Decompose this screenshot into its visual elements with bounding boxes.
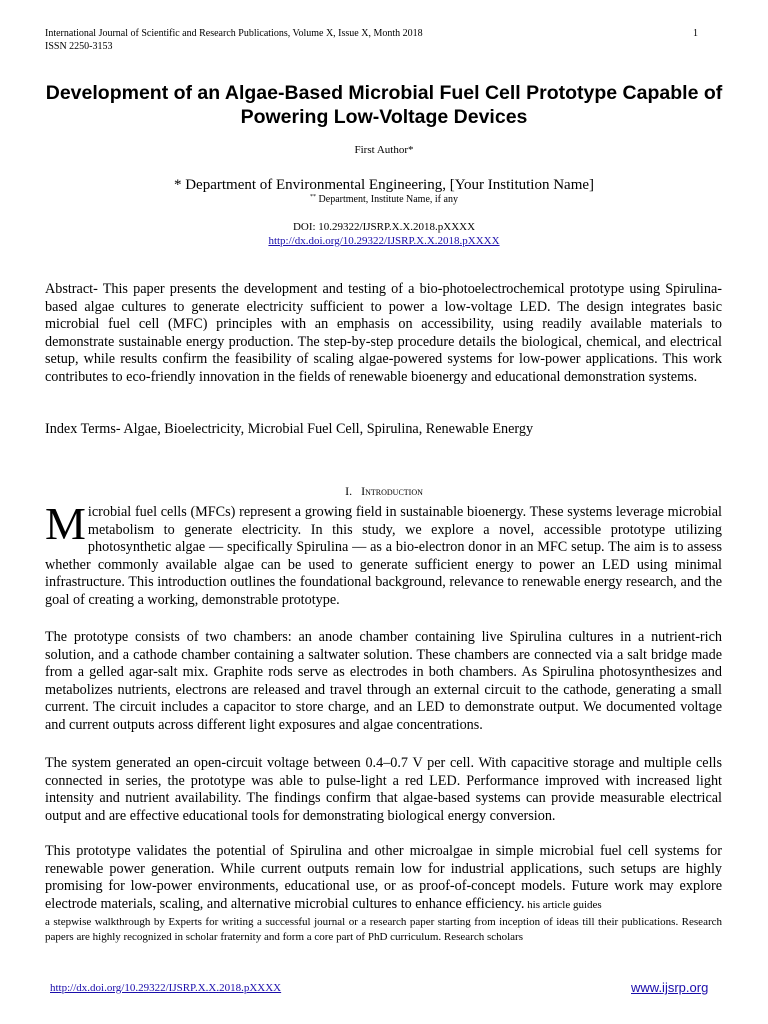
footer-doi	[50, 982, 281, 995]
intro-paragraph-4	[45, 843, 722, 913]
affiliation-secondary-text: Department, Institute Name, if any	[316, 194, 458, 205]
intro-paragraph-1	[45, 498, 722, 610]
footer-site	[631, 980, 708, 995]
section-heading	[0, 484, 768, 498]
doi-link-line	[0, 235, 768, 248]
section-title: Introduction	[361, 484, 423, 498]
intro-paragraph-1-text: icrobial fuel cells (MFCs) represent a growing field in sustainable bioenergy. These systems leverage microbial metabolism to generate electricity. In this study, we explore a novel, accessible prototype utilizing photosynthetic algae — specifically Spirulina — as a bio-electron donor in an MFC setup. The aim is to assess whether commonly available algae can be used to generate sufficient energy to power an LED using minimal infrastructure. This introduction outlines the foundational background, relevance to renewable energy research, and the goal of creating a working, demonstrable prototype.	[45, 504, 722, 608]
small-text-block: a stepwise walkthrough by Experts for writing a successful journal or a research paper starting from inception of ideas till their publications. Research papers are highly recognized in scholar fraternity and form a core part of PhD curriculum. Research scholars	[45, 916, 722, 943]
affiliation-primary: * Department of Environmental Engineering, [Your Institution Name]	[173, 177, 595, 193]
paper-title: Development of an Algae-Based Microbial Fuel Cell Prototype Capable of Powering Low-Voltage Devices	[45, 82, 723, 128]
affiliation-mark: **	[310, 194, 317, 200]
section-number: I.	[345, 484, 353, 498]
intro-paragraph-2: The prototype consists of two chambers: an anode chamber containing live Spirulina cultures in a nutrient-rich solution, and a cathode chamber containing a saltwater solution. These chambers are connected via a salt bridge made from a gelled agar-salt mix. Graphite rods serve as electrodes in both chambers. As Spirulina photosynthesizes and metabolizes nutrients, electrons are released and travel through an external circuit to the cathode, generating a small current. The circuit includes a capacitor to store charge, and an LED to demonstrate output. We documented voltage and current outputs across different light exposures and algae concentrations.	[45, 629, 722, 733]
intro-paragraph-3: The system generated an open-circuit voltage between 0.4–0.7 V per cell. With capacitive storage and multiple cells connected in series, the prototype was able to pulse-light a red LED. Performance improved with increased light intensity and nutrient availability. The findings confirm that algae-based systems can provide measurable electrical output and are effective educational tools for demonstrating biological energy conversion.	[45, 755, 722, 824]
author-line: First Author*	[354, 144, 414, 156]
journal-line: International Journal of Scientific and Research Publications, Volume X, Issue X, Month 2018	[45, 28, 423, 39]
drop-cap: M	[45, 498, 86, 549]
inline-small-text: his article guides	[524, 898, 602, 911]
abstract: Abstract- This paper presents the development and testing of a bio-photoelectrochemical prototype using Spirulina-based algae cultures to generate electricity sufficient to power a low-voltage LED. The design integrates basic microbial fuel cell (MFC) principles with an emphasis on accessibility, using readily available materials to demonstrate sustainable energy production. The step-by-step procedure details the biological, chemical, and electrical setup, while results confirm the feasibility of scaling algae-powered systems for low-power applications. This work contributes to eco-friendly innovation in the fields of renewable bioenergy and educational demonstration systems.	[45, 281, 722, 385]
intro-paragraph-4-text: This prototype validates the potential of Spirulina and other microalgae in simple microbial fuel cell systems for renewable power generation. While current outputs remain low for industrial applications, such setups are highly promising for low-power environments, educational use, or as proof-of-concept models. Future work may explore electrode materials, scaling, and alternative microbial cultures to enhance efficiency.	[45, 843, 722, 912]
doi-text: DOI: 10.29322/IJSRP.X.X.2018.pXXXX	[292, 221, 476, 233]
index-terms: Index Terms- Algae, Bioelectricity, Microbial Fuel Cell, Spirulina, Renewable Energy	[45, 421, 534, 437]
doi-link[interactable]: http://dx.doi.org/10.29322/IJSRP.X.X.2018.pXXXX	[268, 235, 500, 247]
affiliation-secondary	[0, 194, 768, 206]
footer-doi-link[interactable]: http://dx.doi.org/10.29322/IJSRP.X.X.2018.pXXXX	[50, 982, 282, 994]
running-header	[45, 28, 423, 53]
issn: ISSN 2250-3153	[45, 40, 113, 52]
page-number: 1	[693, 28, 698, 39]
footer-site-link[interactable]: www.ijsrp.org	[631, 980, 709, 995]
